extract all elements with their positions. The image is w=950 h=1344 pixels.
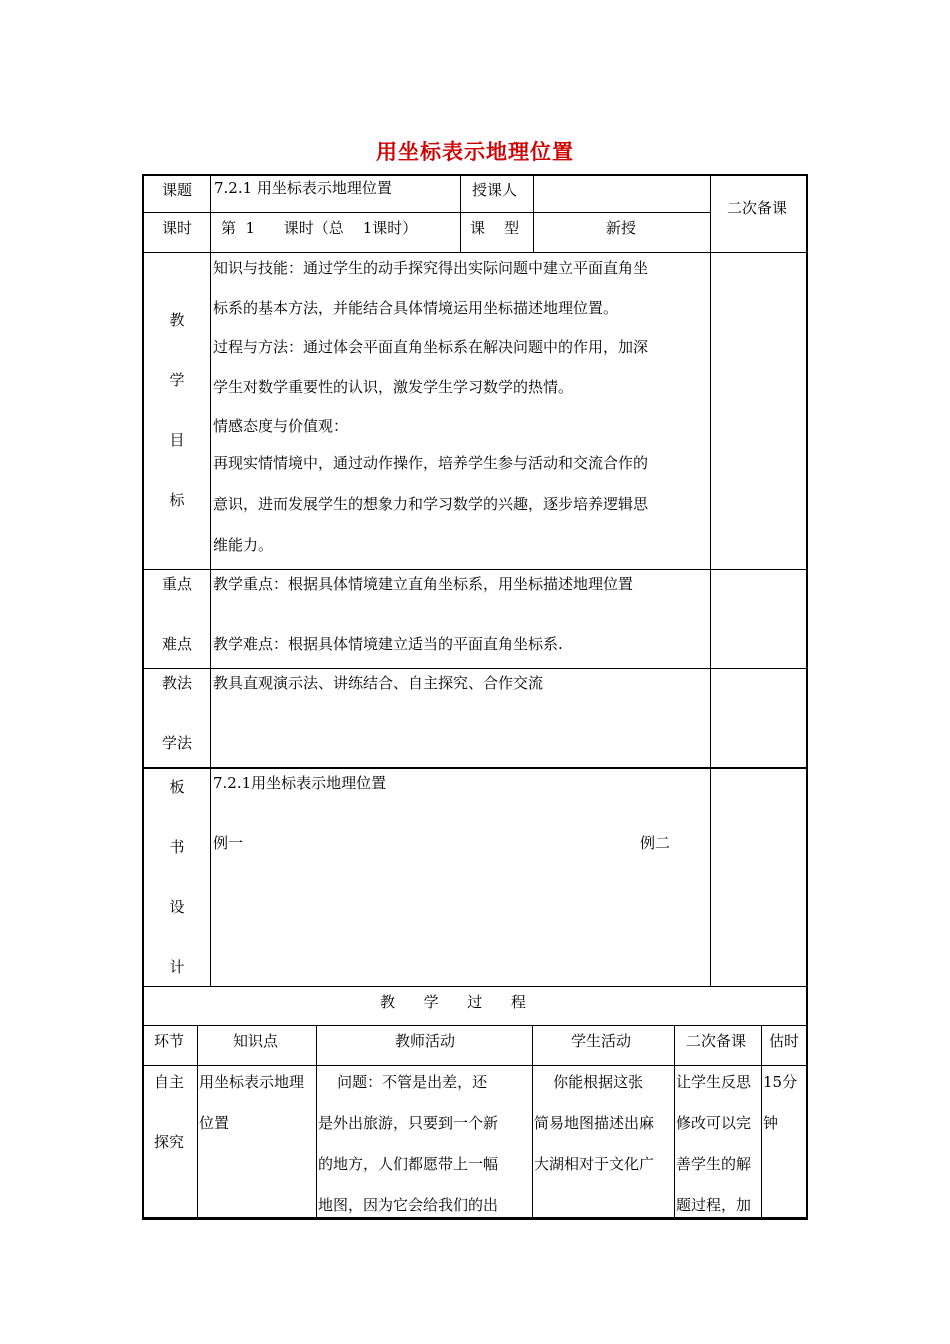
lesson-type-label: 课 型	[470, 219, 520, 237]
lesson-type-value: 新授	[606, 219, 637, 237]
col-knowledge: 知识点	[233, 1032, 279, 1050]
col-student-activity: 学生活动	[571, 1032, 632, 1050]
document-title: 用坐标表示地理位置	[376, 139, 574, 164]
period-label: 课时	[162, 219, 193, 237]
secondary-prep-header: 二次备课	[727, 199, 788, 217]
period-value: 第 1 课时（总 1课时）	[221, 219, 418, 237]
subject-label: 课题	[162, 181, 193, 199]
teaching-method-label: 教法	[162, 674, 193, 692]
process-heading: 教 学 过 程	[380, 993, 526, 1011]
col-teacher-activity: 教师活动	[395, 1032, 456, 1050]
board-example-2: 例二	[640, 834, 671, 852]
methods-text: 教具直观演示法、讲练结合、自主探究、合作交流	[213, 674, 544, 692]
subject-value: 7.2.1 用坐标表示地理位置	[214, 179, 392, 197]
keypoint-text: 教学重点：根据具体情境建立直角坐标系，用坐标描述地理位置	[213, 575, 634, 593]
col-secondary-prep: 二次备课	[686, 1032, 747, 1050]
col-stage: 环节	[154, 1032, 185, 1050]
teacher-label: 授课人	[472, 181, 518, 199]
keypoint-label: 重点	[162, 575, 193, 593]
learning-method-label: 学法	[162, 734, 193, 752]
board-heading: 7.2.1用坐标表示地理位置	[213, 774, 387, 792]
board-example-1: 例一	[213, 834, 244, 852]
difficulty-label: 难点	[162, 635, 193, 653]
difficulty-text: 教学难点：根据具体情境建立适当的平面直角坐标系.	[213, 635, 563, 653]
col-time-estimate: 估时	[769, 1032, 800, 1050]
